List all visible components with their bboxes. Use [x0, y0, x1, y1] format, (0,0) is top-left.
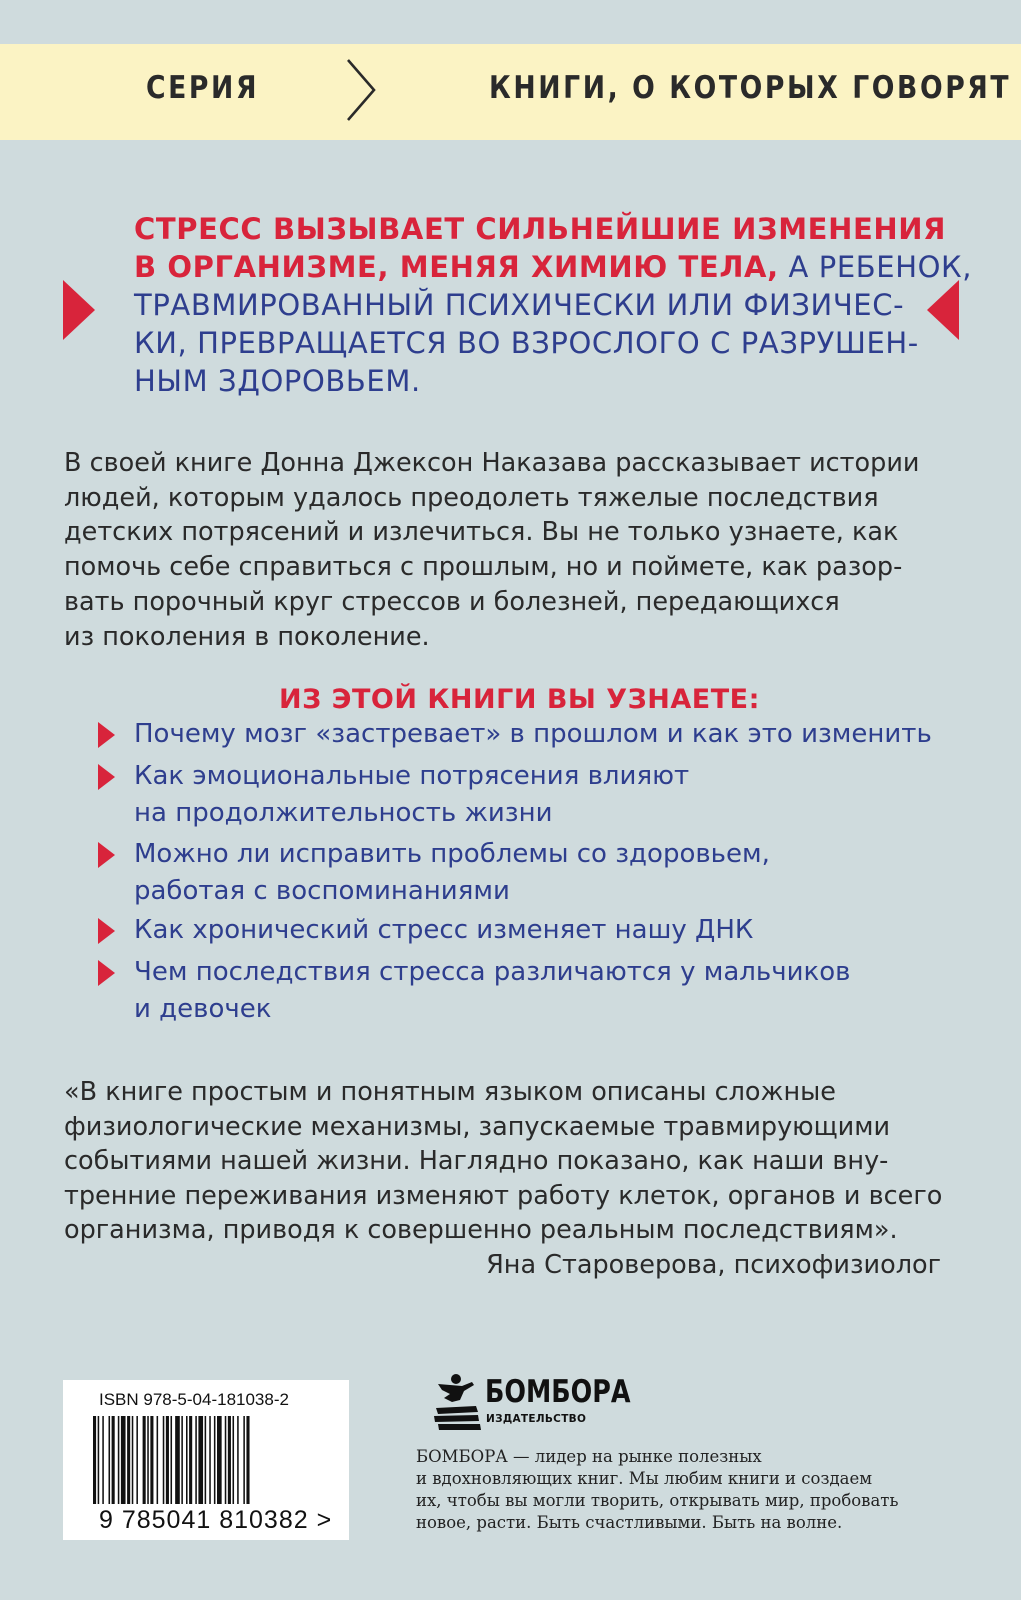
- list-item-line: работая с воспоминаниями: [134, 876, 510, 906]
- barcode-bar: [157, 1416, 159, 1504]
- barcode-bar: [237, 1416, 239, 1504]
- barcode-digits: 9 785041 810382 >: [99, 1506, 333, 1534]
- barcode-bar: [127, 1416, 130, 1504]
- barcode-bar: [243, 1416, 245, 1504]
- barcode-bar: [246, 1416, 249, 1504]
- description-line: В своей книге Донна Джексон Наказава рассказывает истории: [64, 448, 920, 478]
- list-item-line: Как хронический стресс изменяет нашу ДНК: [134, 915, 754, 945]
- description-line: людей, которым удалось преодолеть тяжелые последствия: [64, 482, 879, 513]
- barcode-bar: [121, 1416, 126, 1504]
- list-item-line: Чем последствия стресса различаются у мальчиков: [134, 957, 851, 987]
- description-paragraph: [64, 446, 919, 654]
- barcode-bar: [181, 1416, 183, 1504]
- quote-line: «В книге простым и понятным языком описаны сложные: [64, 1077, 836, 1107]
- description-line: из поколения в поколение.: [64, 621, 430, 652]
- bullet-triangle-icon: [98, 842, 115, 868]
- list-item: [134, 836, 770, 910]
- barcode-icon: [93, 1416, 325, 1504]
- lead-line-text: ТРАВМИРОВАННЫЙ ПСИХИЧЕСКИ ИЛИ ФИЗИЧЕС-: [134, 288, 905, 322]
- quote-line: тренние переживания изменяют работу клеток, органов и всего: [64, 1180, 943, 1211]
- publisher-name: БОМБОРА: [485, 1374, 631, 1410]
- barcode-bar: [209, 1416, 211, 1504]
- lead-line: [134, 248, 973, 286]
- lead-line-text: КИ, ПРЕВРАЩАЕТСЯ ВО ВЗРОСЛОГО С РАЗРУШЕН-: [134, 326, 919, 360]
- barcode-bar: [163, 1416, 165, 1504]
- publisher-description-line: и вдохновляющих книг. Мы любим книги и создаем: [416, 1469, 873, 1488]
- barcode-bar: [118, 1416, 120, 1504]
- publisher-description-line: БОМБОРА — лидер на рынке полезных: [416, 1447, 762, 1466]
- isbn-text: ISBN 978-5-04-181038-2: [99, 1390, 289, 1409]
- lead-line-accent: СТРЕСС ВЫЗЫВАЕТ СИЛЬНЕЙШИЕ ИЗМЕНЕНИЯ: [134, 212, 947, 246]
- description-line: помочь себе справиться с прошлым, но и поймете, как разор-: [64, 552, 903, 583]
- list-item-line: на продолжительность жизни: [134, 798, 553, 828]
- description-line: вать порочный круг стрессов и болезней, передающихся: [64, 586, 840, 617]
- barcode-bar: [150, 1416, 153, 1504]
- bullet-triangle-icon: [98, 722, 115, 748]
- lead-paragraph: [134, 210, 973, 400]
- series-banner: [0, 44, 1021, 140]
- barcode-bar: [102, 1416, 104, 1504]
- barcode-bar: [205, 1416, 207, 1504]
- barcode-bar: [175, 1416, 180, 1504]
- lead-line-text: А РЕБЕНОК,: [778, 250, 973, 284]
- triangle-right-icon: [63, 280, 95, 340]
- barcode-bar: [132, 1416, 134, 1504]
- barcode-bar: [166, 1416, 169, 1504]
- list-item-line: и девочек: [134, 994, 272, 1024]
- barcode-bar: [171, 1416, 173, 1504]
- barcode-bar: [189, 1416, 192, 1504]
- bullet-triangle-icon: [98, 960, 115, 986]
- quote-line: организма, приводя к совершенно реальным последствиям».: [64, 1215, 898, 1245]
- bullet-triangle-icon: [98, 764, 115, 790]
- barcode-bar: [136, 1416, 138, 1504]
- bullet-triangle-icon: [98, 918, 115, 944]
- list-item-line: Как эмоциональные потрясения влияют: [134, 761, 690, 791]
- barcode-bar: [143, 1416, 146, 1504]
- barcode-bar: [233, 1416, 235, 1504]
- publisher-description: [416, 1446, 898, 1534]
- barcode-bar: [225, 1416, 227, 1504]
- list-item-line: Можно ли исправить проблемы со здоровьем,: [134, 839, 770, 869]
- lead-line-text: НЫМ ЗДОРОВЬЕМ.: [134, 364, 421, 398]
- learn-heading: ИЗ ЭТОЙ КНИГИ ВЫ УЗНАЕТЕ:: [279, 684, 760, 715]
- lead-line: [134, 362, 894, 400]
- description-line: детских потрясений и излечиться. Вы не только узнаете, как: [64, 517, 899, 548]
- barcode-bar: [198, 1416, 203, 1504]
- barcode-bar: [186, 1416, 188, 1504]
- barcode-bar: [214, 1416, 216, 1504]
- list-item-line: Почему мозг «застревает» в прошлом и как это изменить: [134, 719, 932, 749]
- series-title: КНИГИ, О КОТОРЫХ ГОВОРЯТ: [489, 70, 1012, 106]
- list-item: [134, 954, 850, 1028]
- lead-line: [134, 286, 905, 324]
- lead-line: [134, 324, 919, 362]
- barcode-bar: [147, 1416, 149, 1504]
- lead-line: [134, 210, 947, 248]
- barcode-bar: [112, 1416, 115, 1504]
- barcode-bar: [93, 1416, 96, 1504]
- barcode-bar: [228, 1416, 231, 1504]
- barcode-bar: [217, 1416, 222, 1504]
- barcode-bar: [195, 1416, 197, 1504]
- barcode-bar: [109, 1416, 111, 1504]
- publisher-description-line: новое, расти. Быть счастливыми. Быть на волне.: [416, 1513, 843, 1532]
- publisher-subtitle: ИЗДАТЕЛЬСТВО: [486, 1413, 587, 1425]
- publisher-description-line: их, чтобы вы могли творить, открывать мир, пробовать: [416, 1491, 899, 1510]
- quote-line: событиями нашей жизни. Наглядно показано, как наши вну-: [64, 1146, 889, 1176]
- quote-line: физиологические механизмы, запускаемые травмирующими: [64, 1111, 891, 1142]
- barcode-label: [63, 1380, 349, 1540]
- list-item: [134, 912, 753, 949]
- chevron-right-icon: [345, 58, 377, 122]
- lead-line-accent: В ОРГАНИЗМЕ, МЕНЯЯ ХИМИЮ ТЕЛА,: [134, 250, 779, 284]
- list-item: [134, 758, 689, 832]
- triangle-left-icon: [927, 280, 959, 340]
- quote-author: Яна Староверова, психофизиолог: [486, 1250, 941, 1280]
- series-label: СЕРИЯ: [146, 70, 260, 106]
- barcode-bar: [98, 1416, 100, 1504]
- review-quote: [64, 1075, 942, 1248]
- list-item: [134, 716, 932, 753]
